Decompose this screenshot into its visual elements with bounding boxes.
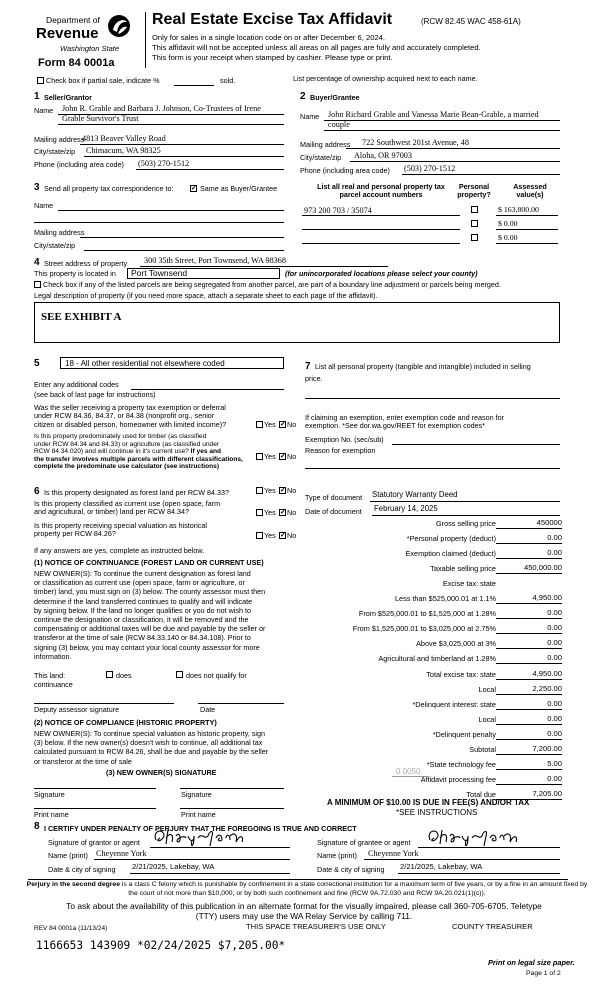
tax-calculation-table — [300, 520, 564, 810]
seller-phone-label: Phone (including area code) — [34, 160, 124, 169]
alternate-format-line2: (TTY) users may use the WA Relay Service by calling 711. — [195, 911, 413, 921]
buyer-city-label: City/state/zip — [300, 153, 342, 162]
continuance-line: transferor at the time of sale (RCW 84.33.140 or 84.34.108). Prior to — [34, 633, 251, 643]
timber-question-ifyes: If yes and — [190, 448, 222, 456]
calc-row-label: Affidavit processing fee — [420, 774, 496, 784]
assessed-value-3: $ 0.00 — [498, 233, 518, 242]
revenue-logo — [34, 12, 144, 72]
continuance-line: compensating or additional taxes will be due and payable by the seller or — [34, 624, 266, 634]
current-use-line1: Is this property classified as current use (open space, farm — [34, 499, 221, 508]
does-not-qualify-label: does not qualify for — [186, 671, 247, 680]
logo-state-text: Washington State — [60, 44, 120, 53]
historic-line2: property per RCW 84.26? — [34, 529, 116, 539]
timber-no-label: No — [287, 452, 297, 461]
forest-no-checkbox[interactable]: ✓ — [280, 487, 286, 494]
personal-property-checkbox-2[interactable] — [471, 220, 478, 227]
exemption-no-label: No — [287, 420, 297, 429]
calc-row-label: Above $3,025,000 at 3% — [416, 639, 496, 649]
deputy-signature-label: Deputy assessor signature — [34, 705, 120, 714]
grantee-name: Cheyenne York — [368, 849, 419, 858]
seller-name-label: Name — [34, 106, 54, 115]
continuance-line: or classification as current use (open space, farm or agriculture, or — [34, 578, 245, 588]
forest-yes-label: Yes — [264, 486, 276, 495]
alternate-format-line1: To ask about the availability of this publication in an alternate format for the visually impaired, please call 360-705-6705. Teletype — [66, 901, 542, 911]
document-date: February 14, 2025 — [374, 504, 438, 513]
owner-signature-label-2: Signature — [181, 790, 212, 799]
exemption-question-line2: under RCW 84.36, 84.37, or 84.38 (nonprofit org., senior — [34, 411, 215, 421]
if-any-yes-note: If any answers are yes, complete as instructed below. — [34, 546, 205, 555]
claim-exemption-text — [305, 414, 504, 431]
street-address-label: Street address of property — [44, 259, 128, 268]
forest-no-label: No — [287, 486, 297, 495]
timber-question-line1: Is this property predominately used for timber (as classified — [34, 433, 207, 440]
seller-heading: Seller/Grantor — [44, 93, 92, 102]
additional-codes-note: (see back of last page for instructions) — [34, 390, 156, 399]
calc-row-label: Less than $525,000.01 at 1.1% — [394, 594, 496, 604]
located-in-label: This property is located in — [34, 269, 116, 278]
exemption-question-line1: Was the seller receiving a property tax exemption or deferral — [34, 403, 226, 412]
calc-row-value: 7,200.00 — [532, 743, 562, 753]
legal-description-box[interactable] — [34, 302, 560, 343]
exemption-yes-checkbox[interactable] — [256, 421, 263, 428]
buyer-name-label: Name — [300, 112, 320, 121]
partial-sale-sold: sold. — [220, 76, 236, 85]
land-use-code-value: 18 - All other residential not elsewhere coded — [65, 359, 225, 368]
exemption-question-line3: citizen or disabled person, homeowner with limited income)? — [34, 419, 227, 429]
calc-row-label: *Delinquent penalty — [432, 729, 496, 739]
grantor-signature-image — [150, 826, 250, 848]
parcel-header-line2: parcel account numbers — [339, 190, 423, 200]
calc-row-value: 5.00 — [547, 758, 562, 768]
historic-line1: Is this property receiving special valuation as historical — [34, 521, 207, 530]
calc-row-value: 0.00 — [547, 608, 562, 618]
calc-row-value: 0.00 — [547, 728, 562, 738]
personal-property-line1: List all personal property (tangible and intangible) included in selling — [315, 362, 531, 371]
grantee-signature-image — [424, 826, 534, 848]
continuance-line: information. — [34, 651, 72, 661]
does-label: does — [116, 671, 132, 680]
exemption-question — [34, 404, 226, 429]
calc-row-value: 4,950.00 — [532, 593, 562, 603]
continuance-line: by signing below. If the land no longer qualifies or you do not wish to — [34, 605, 251, 615]
alternate-format-note — [34, 901, 574, 921]
partial-sale-checkbox[interactable] — [37, 77, 44, 84]
personal-header-line2: property? — [457, 190, 491, 200]
local-rate-value: 0.0050 — [396, 767, 421, 776]
grantor-date-label: Date & city of signing — [48, 865, 116, 874]
does-not-qualify-checkbox[interactable] — [176, 671, 183, 678]
continuance-text — [34, 569, 265, 661]
calc-row-value: 0.00 — [547, 653, 562, 663]
exemption-number-label: Exemption No. (sec/sub) — [305, 435, 384, 444]
treasurer-space-label: THIS SPACE TREASURER'S USE ONLY — [246, 922, 386, 931]
continuance-heading: (1) NOTICE OF CONTINUANCE (FOREST LAND OR CURRENT USE) — [34, 558, 264, 567]
calc-row-value: 0.00 — [547, 548, 562, 558]
seller-name-line2: Grable Survivor's Trust — [62, 114, 139, 123]
timber-question-line3: RCW 84.34.020) and will continue in it's current use? — [34, 448, 189, 456]
document-type-label: Type of document — [305, 493, 363, 502]
calc-row-label: *State technology fee — [426, 759, 496, 769]
claim-exemption-line1: If claiming an exemption, enter exemption code and reason for — [305, 413, 504, 422]
certify-statement: I CERTIFY UNDER PENALTY OF PERJURY THAT THE FOREGOING IS TRUE AND CORRECT — [44, 824, 357, 833]
compliance-line: (3) below. If the new owner(s) doesn't wish to continue, all additional tax — [34, 738, 263, 748]
rcw-reference: (RCW 82.45 WAC 458-61A) — [421, 17, 521, 26]
calc-row-label: Total excise tax: state — [426, 669, 496, 679]
assessed-header-line2: value(s) — [516, 190, 544, 200]
current-use-no-label: No — [287, 508, 297, 517]
current-use-line2: and agricultural, or timber) land per RCW 84.34? — [34, 507, 190, 517]
timber-yes-label: Yes — [264, 452, 276, 461]
calc-row-label: Exemption claimed (deduct) — [405, 549, 496, 559]
current-use-question — [34, 500, 220, 517]
forest-land-question: Is this property designated as forest land per RCW 84.33? — [44, 488, 229, 497]
calc-row-label: Taxable selling price — [430, 564, 496, 574]
grantee-signature-label: Signature of grantee or agent — [317, 838, 411, 847]
ownership-note: List percentage of ownership acquired next to each name. — [293, 74, 478, 83]
personal-property-checkbox-1[interactable] — [471, 206, 478, 213]
calc-row-label: Gross selling price — [435, 519, 496, 528]
timber-question — [34, 433, 243, 471]
grantee-date-label: Date & city of signing — [317, 865, 385, 874]
calc-row-value: 4,950.00 — [532, 668, 562, 678]
continuance-label: continuance — [34, 680, 73, 689]
calc-row-value: 0.00 — [547, 773, 562, 783]
personal-property-list-label — [315, 363, 531, 371]
grantor-name: Cheyenne York — [96, 849, 147, 858]
historic-yes-label: Yes — [264, 531, 276, 540]
compliance-line: NEW OWNER(S): To continue special valuation as historic property, sign — [34, 729, 266, 738]
continuance-line: determine if the land transferred continues to qualify and will indicate — [34, 596, 253, 606]
header-note-2: This affidavit will not be accepted unless all areas on all pages are fully and accurately completed. — [152, 43, 481, 52]
compliance-heading: (2) NOTICE OF COMPLIANCE (HISTORIC PROPERTY) — [34, 718, 217, 727]
calc-row-value: 7,205.00 — [532, 788, 562, 798]
buyer-name-line1: John Richard Grable and Vanessa Marie Bean-Grable, a married — [328, 110, 539, 119]
calc-row-value: 0.00 — [547, 623, 562, 633]
form-number: Form 84 0001a — [38, 57, 115, 69]
continuance-line: timber) land, you must sign on (3) below. The county assessor must then — [34, 587, 266, 597]
timber-yes-checkbox[interactable] — [256, 453, 263, 460]
calc-row-value: 0.00 — [547, 713, 562, 723]
forest-yes-checkbox[interactable] — [256, 487, 263, 494]
assessed-header-line1: Assessed — [513, 182, 547, 191]
print-legal-note: Print on legal size paper. — [488, 958, 575, 967]
deputy-date-label: Date — [200, 705, 216, 714]
revision-number: REV 84 0001a (11/13/24) — [34, 925, 108, 932]
section-1-number: 1 — [34, 91, 40, 102]
corr-city-label: City/state/zip — [34, 241, 76, 250]
buyer-name-line2: couple — [328, 120, 350, 129]
current-use-no-checkbox[interactable]: ✓ — [280, 509, 286, 516]
calc-row-label: From $525,000.01 to $1,525,000 at 1.28% — [358, 609, 496, 619]
seller-address: 4813 Beaver Valley Road — [82, 134, 166, 143]
partial-sale-label: Check box if partial sale, indicate % — [46, 76, 160, 85]
section-4-number: 4 — [34, 257, 40, 268]
section-5-number: 5 — [34, 358, 40, 369]
personal-property-checkbox-3[interactable] — [471, 234, 478, 241]
corr-address-label: Mailing address — [34, 228, 85, 237]
parcel-table-header — [312, 183, 450, 200]
section-2-number: 2 — [300, 91, 306, 102]
historic-question — [34, 522, 207, 539]
compliance-text — [34, 729, 268, 766]
calc-row-label: Subtotal — [469, 744, 496, 754]
parcel-number: 973 200 703 / 35074 — [304, 206, 372, 215]
exemption-yes-label: Yes — [264, 420, 276, 429]
perjury-note — [24, 881, 590, 898]
minimum-fee-note: A MINIMUM OF $10.00 IS DUE IN FEE(S) AND/OR TAX — [327, 798, 530, 807]
page-number: Page 1 of 2 — [526, 970, 561, 977]
historic-no-label: No — [287, 531, 297, 540]
personal-property-line2: price. — [305, 374, 323, 383]
timber-question-line5: complete the predominate use calculator (see instructions) — [34, 463, 220, 471]
grantee-name-label: Name (print) — [317, 851, 357, 860]
section-7-number: 7 — [305, 361, 311, 372]
owner-signature-label-1: Signature — [34, 790, 65, 799]
calc-row-label: From $1,525,000.01 to $3,025,000 at 2.75% — [352, 624, 496, 634]
calc-row-value: 450,000.00 — [523, 563, 562, 573]
grantor-signature-label: Signature of grantor or agent — [48, 838, 140, 847]
located-in-select[interactable] — [127, 268, 280, 279]
grantor-date-city: 2/21/2025, Lakebay, WA — [132, 862, 215, 871]
compliance-line: calculated pursuant to RCW 84.26, shall be due and payable by the seller — [34, 747, 269, 757]
exemption-no-checkbox[interactable]: ✓ — [280, 421, 286, 428]
section-6-number: 6 — [34, 486, 40, 497]
compliance-line: or transferor at the time of sale — [34, 756, 132, 766]
seller-address-label: Mailing address — [34, 135, 85, 144]
perjury-bold: Perjury in the second degree — [26, 881, 120, 888]
calc-row-label: *Delinquent interest: state — [412, 699, 496, 709]
calc-row-value: 0.00 — [547, 533, 562, 543]
timber-question-line2: under RCW 84.34 and 84.33) or agriculture (as classified under — [34, 440, 220, 448]
seller-name-line1: John R. Grable and Barbara J. Johnson, Co-Trustees of Irene — [62, 104, 261, 113]
personal-property-header — [452, 183, 496, 200]
new-owner-signature-heading: (3) NEW OWNER(S) SIGNATURE — [106, 768, 217, 777]
calc-row-label: Excise tax: state — [442, 579, 496, 589]
same-as-buyer-label: Same as Buyer/Grantee — [200, 184, 278, 193]
grantee-date-city: 2/21/2025, Lakebay, WA — [400, 862, 483, 871]
segregation-checkbox[interactable] — [34, 281, 41, 288]
corr-name-label: Name — [34, 201, 54, 210]
header-note-3: This form is your receipt when stamped by cashier. Please type or print. — [152, 53, 393, 62]
logo-revenue-text: Revenue — [36, 25, 99, 42]
current-use-yes-checkbox[interactable] — [256, 509, 263, 516]
calc-row-label: Agricultural and timberland at 1.28% — [378, 654, 496, 664]
assessed-value-2: $ 0.00 — [498, 219, 518, 228]
current-use-yes-label: Yes — [264, 508, 276, 517]
owner-printname-label-1: Print name — [34, 810, 69, 819]
calc-row-label: Total due — [466, 789, 496, 799]
assessed-value-header — [504, 183, 556, 200]
unincorporated-note: (for unincorporated locations please select your county) — [285, 269, 478, 278]
continuance-line: NEW OWNER(S): To continue the current designation as forest land — [34, 569, 251, 578]
calc-row-label: Local — [478, 684, 496, 694]
section-3-number: 3 — [34, 182, 40, 193]
grantor-name-label: Name (print) — [48, 851, 88, 860]
revenue-swirl-icon — [106, 12, 132, 42]
segregation-label: Check box if any of the listed parcels are being segregated from another parcel, are part of a boundary line adjustment or parcels being merged. — [43, 280, 501, 289]
buyer-phone-label: Phone (including area code) — [300, 166, 390, 175]
correspondence-label: Send all property tax correspondence to: — [44, 184, 174, 193]
owner-printname-label-2: Print name — [181, 810, 216, 819]
legal-description-text: SEE EXHIBIT A — [41, 311, 122, 323]
buyer-city: Aloha, OR 97003 — [354, 151, 412, 160]
seller-city-label: City/state/zip — [34, 147, 76, 156]
same-as-buyer-checkbox[interactable]: ✓ — [191, 185, 197, 192]
timber-question-line4: the transfer involves multiple parcels with different classifications, — [34, 455, 243, 463]
calc-row-label: Local — [478, 714, 496, 724]
street-address: 300 35th Street, Port Townsend, WA 98368 — [144, 256, 286, 265]
buyer-heading: Buyer/Grantee — [310, 93, 360, 102]
exemption-reason-label: Reason for exemption — [305, 446, 376, 455]
calc-row-value: 0.00 — [547, 638, 562, 648]
document-date-label: Date of document — [305, 507, 362, 516]
buyer-address: 722 Southwest 201st Avenue, 48 — [362, 138, 469, 147]
header-note-1: Only for sales in a single location code on or after December 6, 2024. — [152, 33, 386, 42]
calc-row-value: 2,250.00 — [532, 683, 562, 693]
located-in-value: Port Townsend — [131, 268, 188, 278]
land-use-code-select[interactable] — [60, 357, 284, 369]
seller-phone: (503) 270-1512 — [138, 159, 190, 168]
calc-row-label: *Personal property (deduct) — [406, 534, 496, 544]
seller-city: Chimacum, WA 98325 — [86, 146, 161, 155]
parcel-header-line1: List all real and personal property tax — [317, 182, 445, 191]
calc-row-value: 0.00 — [547, 698, 562, 708]
historic-no-checkbox[interactable]: ✓ — [280, 532, 286, 539]
personal-header-line1: Personal — [458, 182, 490, 191]
document-type: Statutory Warranty Deed — [372, 490, 458, 499]
buyer-phone: (503) 270-1512 — [404, 164, 456, 173]
claim-exemption-line2: exemption. *See dor.wa.gov/REET for exemption codes* — [305, 421, 486, 431]
section-8-number: 8 — [34, 821, 40, 832]
assessed-value-1: $ 163,800.00 — [498, 205, 539, 214]
logo-dept-text: Department of — [46, 15, 100, 25]
cashier-stamp: 1166653 143909 *02/24/2025 $7,205.00* — [36, 939, 286, 952]
this-land-label: This land: — [34, 671, 66, 680]
continuance-line: continue the designation or classification, it will be removed and the — [34, 615, 249, 625]
does-qualify-checkbox[interactable] — [106, 671, 113, 678]
historic-yes-checkbox[interactable] — [256, 532, 263, 539]
calc-row-value: 450000 — [536, 518, 562, 527]
legal-description-label: Legal description of property (if you need more space, attach a separate sheet to each page of the affidavit). — [34, 291, 378, 300]
timber-no-checkbox[interactable]: ✓ — [280, 453, 286, 460]
page-title: Real Estate Excise Tax Affidavit — [152, 11, 393, 28]
buyer-address-label: Mailing address — [300, 140, 351, 149]
continuance-line: signing (3) below, you may contact your local county assessor for more — [34, 642, 260, 652]
additional-codes-label: Enter any additional codes — [34, 380, 119, 389]
see-instructions-note: *SEE INSTRUCTIONS — [396, 808, 478, 817]
perjury-text: is a class C felony which is punishable by confinement in a state correctional institution for a maximum term of five years, or by a fine in an amount fixed by the court of not more than $10,000, or by both such confinement and fine (RCW 9A.72.030 and RCW 9A.20.021(1)(c)). — [119, 881, 588, 897]
county-treasurer-label: COUNTY TREASURER — [452, 922, 533, 931]
